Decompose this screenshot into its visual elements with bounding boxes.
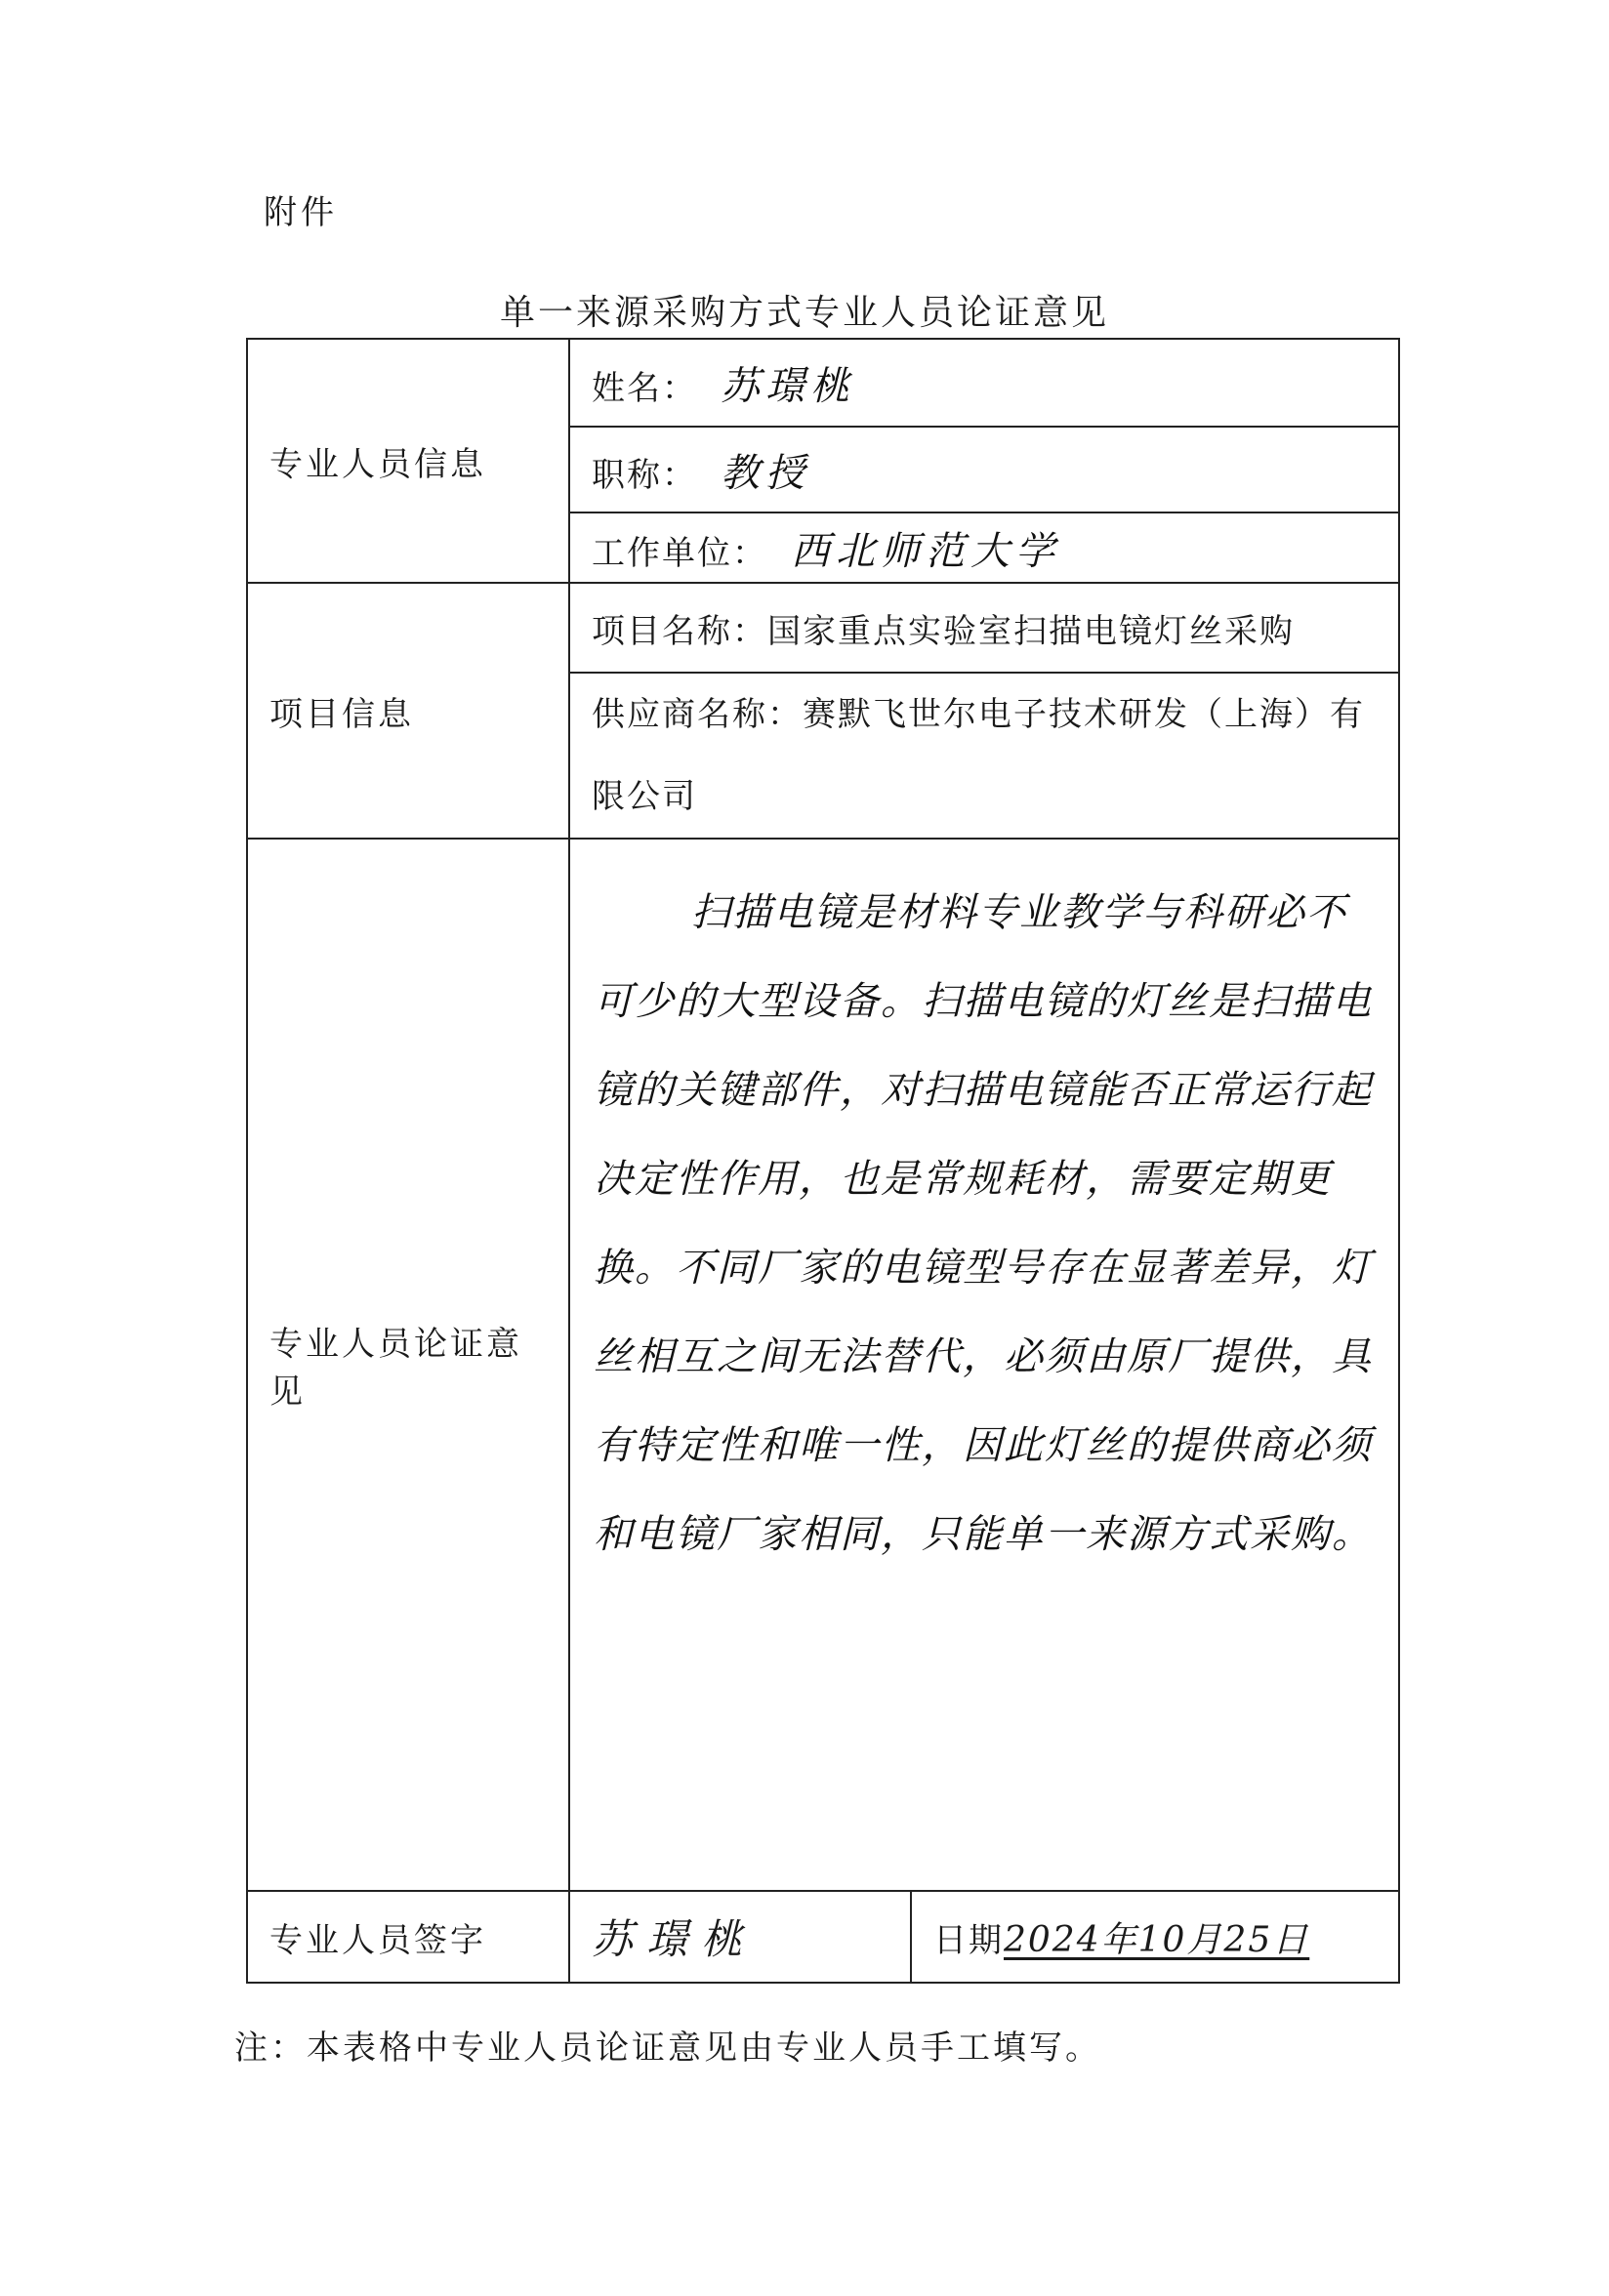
footer-note: 注：本表格中专业人员论证意见由专业人员手工填写。	[234, 2029, 1101, 2068]
opinion-form	[246, 338, 1398, 1984]
project-name-value: 国家重点实验室扫描电镜灯丝采购	[767, 611, 1295, 651]
employer-value: 西北师范大学	[791, 528, 1060, 574]
signature-field	[569, 1891, 911, 1983]
name-field	[569, 339, 1399, 427]
attachment-label: 附件	[264, 193, 338, 232]
supplier-value: 赛默飞世尔电子技术研发（上海）有限公司	[592, 695, 1365, 816]
project-section-label: 项目信息	[247, 583, 569, 839]
title-field	[569, 427, 1399, 512]
date-field	[911, 1891, 1399, 1983]
project-name-field	[569, 583, 1399, 673]
project-name-label: 项目名称：	[592, 611, 767, 651]
date-value: 2024年10月25日	[1004, 1919, 1310, 1960]
page-title: 单一来源采购方式专业人员论证意见	[499, 293, 1109, 333]
opinion-section-label: 专业人员论证意见	[247, 839, 569, 1891]
signature-value: 苏璟桃	[592, 1915, 757, 1963]
name-label: 姓名：	[592, 368, 697, 408]
personnel-section-label: 专业人员信息	[247, 339, 569, 583]
title-value: 教授	[721, 450, 810, 496]
signature-label: 专业人员签字	[247, 1891, 569, 1983]
opinion-text: 扫描电镜是材料专业教学与科研必不可少的大型设备。扫描电镜的灯丝是扫描电镜的关键部件，对扫描电镜能否正常运行起决定性作用，也是常规耗材，需要定期更换。不同厂家的电镜型号存在显著差异，灯丝相互之间无法替代，必须由原厂提供，具有特定性和唯一性，因此灯丝的提供商必须和电镜厂家相同，只能单一来源方式采购。	[594, 890, 1373, 1557]
form-table	[246, 338, 1400, 1984]
opinion-field	[569, 839, 1399, 1891]
employer-field	[569, 512, 1399, 583]
supplier-label: 供应商名称：	[592, 695, 803, 734]
supplier-field	[569, 673, 1399, 839]
date-label: 日期	[933, 1920, 1004, 1960]
employer-label: 工作单位：	[592, 533, 767, 573]
title-label: 职称：	[592, 455, 697, 495]
name-value: 苏璟桃	[721, 363, 855, 409]
